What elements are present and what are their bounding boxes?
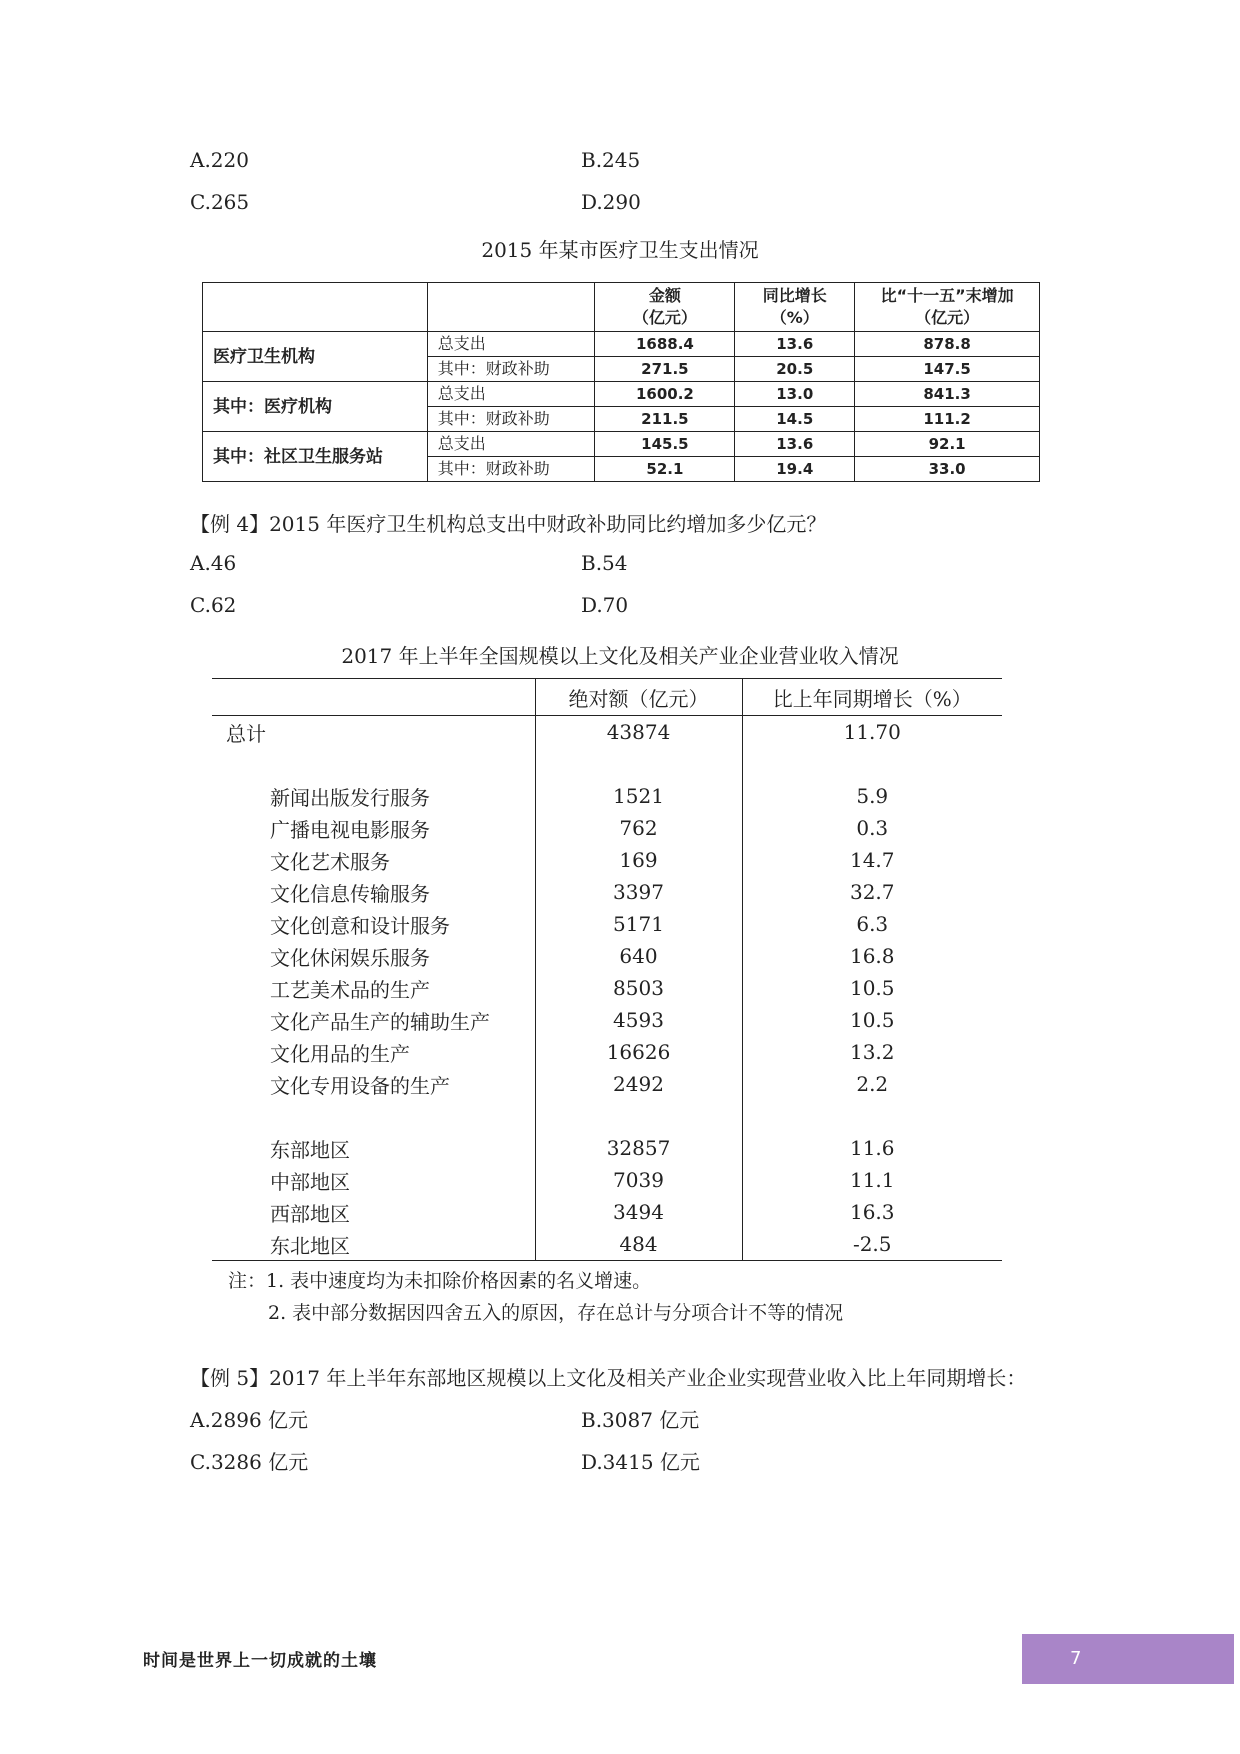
table1-category: 其中：医疗机构 bbox=[203, 382, 428, 432]
table-row bbox=[212, 1004, 1002, 1036]
table2-note-1: 注：1. 表中速度均为未扣除价格因素的名义增速。 bbox=[228, 1270, 652, 1292]
option-c[interactable]: C.265 bbox=[190, 190, 250, 214]
example5-options-row-2 bbox=[190, 1446, 1090, 1476]
table1-growth: 20.5 bbox=[735, 357, 855, 382]
table2-row-label: 西部地区 bbox=[270, 1201, 350, 1226]
option-b[interactable]: B.245 bbox=[581, 148, 641, 172]
table1-category: 其中：社区卫生服务站 bbox=[203, 432, 428, 482]
table2-header-growth: 比上年同期增长（%） bbox=[742, 679, 1002, 716]
table1-amount: 145.5 bbox=[595, 432, 735, 457]
table2-header-row bbox=[212, 679, 1002, 716]
table2-row-label: 东部地区 bbox=[270, 1137, 350, 1162]
example4-options-row-2 bbox=[190, 593, 1090, 623]
medical-expenditure-table bbox=[202, 282, 1040, 482]
table-row bbox=[212, 780, 1002, 812]
table1-caption: 2015 年某市医疗卫生支出情况 bbox=[481, 238, 759, 262]
table2-row-label: 文化产品生产的辅助生产 bbox=[270, 1009, 490, 1034]
table1-increase: 147.5 bbox=[855, 357, 1040, 382]
table1-increase: 33.0 bbox=[855, 457, 1040, 482]
table2-growth: 32.7 bbox=[742, 876, 1002, 908]
footer-motto: 时间是世界上一切成就的土壤 bbox=[143, 1651, 377, 1671]
table1-growth: 13.6 bbox=[735, 332, 855, 357]
option-d[interactable]: D.70 bbox=[581, 593, 629, 617]
table2-value: 4593 bbox=[535, 1004, 742, 1036]
table1-row-label: 总支出 bbox=[427, 432, 595, 457]
table1-increase: 878.8 bbox=[855, 332, 1040, 357]
option-a[interactable]: A.46 bbox=[190, 551, 237, 575]
table-row bbox=[212, 1228, 1002, 1261]
table2-growth: 16.8 bbox=[742, 940, 1002, 972]
table-row bbox=[212, 716, 1002, 749]
option-b[interactable]: B.54 bbox=[581, 551, 628, 575]
example4-question: 【例 4】2015 年医疗卫生机构总支出中财政补助同比约增加多少亿元？ bbox=[190, 512, 827, 536]
option-b[interactable]: B.3087 亿元 bbox=[581, 1408, 700, 1432]
table2-value: 8503 bbox=[535, 972, 742, 1004]
table2-row-label: 工艺美术品的生产 bbox=[270, 977, 430, 1002]
table2-row-label: 文化信息传输服务 bbox=[270, 881, 430, 906]
table-row bbox=[212, 940, 1002, 972]
option-c[interactable]: C.3286 亿元 bbox=[190, 1450, 309, 1474]
table1-increase: 92.1 bbox=[855, 432, 1040, 457]
table2-spacer-row bbox=[212, 1100, 1002, 1132]
page-number-box bbox=[1022, 1634, 1234, 1684]
table1-header-increase: 比“十一五”末增加 （亿元） bbox=[855, 283, 1040, 332]
table2-value: 2492 bbox=[535, 1068, 742, 1100]
table2-growth: 10.5 bbox=[742, 972, 1002, 1004]
table2-total-label: 总计 bbox=[226, 721, 266, 746]
table2-growth: 10.5 bbox=[742, 1004, 1002, 1036]
table1-row-label: 其中：财政补助 bbox=[427, 357, 595, 382]
option-d[interactable]: D.3415 亿元 bbox=[581, 1450, 700, 1474]
table2-value: 484 bbox=[535, 1228, 742, 1261]
table1-amount: 52.1 bbox=[595, 457, 735, 482]
table2-row-label: 文化用品的生产 bbox=[270, 1041, 410, 1066]
option-c[interactable]: C.62 bbox=[190, 593, 237, 617]
table-row bbox=[212, 1164, 1002, 1196]
table2-growth: 14.7 bbox=[742, 844, 1002, 876]
table1-amount: 1600.2 bbox=[595, 382, 735, 407]
option-a[interactable]: A.220 bbox=[190, 148, 249, 172]
table1-growth: 19.4 bbox=[735, 457, 855, 482]
example5-question: 【例 5】2017 年上半年东部地区规模以上文化及相关产业企业实现营业收入比上年同期增长： bbox=[190, 1366, 1027, 1390]
table1-amount: 1688.4 bbox=[595, 332, 735, 357]
table2-value: 5171 bbox=[535, 908, 742, 940]
table1-header-growth: 同比增长 （%） bbox=[735, 283, 855, 332]
table-row bbox=[212, 1196, 1002, 1228]
table2-value: 640 bbox=[535, 940, 742, 972]
table1-amount: 271.5 bbox=[595, 357, 735, 382]
table2-growth: 13.2 bbox=[742, 1036, 1002, 1068]
table1-growth: 14.5 bbox=[735, 407, 855, 432]
table1-header-amount: 金额 （亿元） bbox=[595, 283, 735, 332]
table2-growth: 6.3 bbox=[742, 908, 1002, 940]
example5-options-row-1 bbox=[190, 1404, 1090, 1434]
prev-options-row-2 bbox=[190, 190, 1090, 220]
table-row bbox=[212, 844, 1002, 876]
table-row bbox=[212, 876, 1002, 908]
table1-row-label: 总支出 bbox=[427, 382, 595, 407]
table1-growth: 13.0 bbox=[735, 382, 855, 407]
table2-row-label: 文化专用设备的生产 bbox=[270, 1073, 450, 1098]
table2-value: 16626 bbox=[535, 1036, 742, 1068]
table2-row-label: 新闻出版发行服务 bbox=[270, 785, 430, 810]
table2-growth: 2.2 bbox=[742, 1068, 1002, 1100]
table2-value: 169 bbox=[535, 844, 742, 876]
table2-growth: 11.6 bbox=[742, 1132, 1002, 1164]
table-row bbox=[212, 812, 1002, 844]
table2-growth: -2.5 bbox=[742, 1228, 1002, 1261]
table1-category: 医疗卫生机构 bbox=[203, 332, 428, 382]
table2-value: 3494 bbox=[535, 1196, 742, 1228]
table2-total-growth: 11.70 bbox=[742, 716, 1002, 749]
table-row bbox=[212, 972, 1002, 1004]
table2-growth: 5.9 bbox=[742, 780, 1002, 812]
table1-row-label: 其中：财政补助 bbox=[427, 407, 595, 432]
table2-note-2: 2. 表中部分数据因四舍五入的原因，存在总计与分项合计不等的情况 bbox=[268, 1302, 844, 1324]
table1-header-empty bbox=[203, 283, 428, 332]
table-row bbox=[203, 382, 1040, 407]
table1-header-empty bbox=[427, 283, 595, 332]
table1-row-label: 总支出 bbox=[427, 332, 595, 357]
table2-row-label: 文化休闲娱乐服务 bbox=[270, 945, 430, 970]
table2-header-value: 绝对额（亿元） bbox=[535, 679, 742, 716]
table2-total-value: 43874 bbox=[535, 716, 742, 749]
prev-options-row-1 bbox=[190, 148, 1090, 178]
table1-increase: 841.3 bbox=[855, 382, 1040, 407]
table2-growth: 16.3 bbox=[742, 1196, 1002, 1228]
table-row bbox=[203, 332, 1040, 357]
page-number: 7 bbox=[1070, 1648, 1082, 1669]
table2-row-label: 文化创意和设计服务 bbox=[270, 913, 450, 938]
table2-value: 762 bbox=[535, 812, 742, 844]
table1-row-label: 其中：财政补助 bbox=[427, 457, 595, 482]
example4-options-row-1 bbox=[190, 551, 1090, 581]
table-row bbox=[212, 1036, 1002, 1068]
table1-amount: 211.5 bbox=[595, 407, 735, 432]
table2-value: 7039 bbox=[535, 1164, 742, 1196]
table2-row-label: 中部地区 bbox=[270, 1169, 350, 1194]
table1-increase: 111.2 bbox=[855, 407, 1040, 432]
table2-value: 1521 bbox=[535, 780, 742, 812]
table2-caption: 2017 年上半年全国规模以上文化及相关产业企业营业收入情况 bbox=[341, 644, 899, 668]
table2-row-label: 文化艺术服务 bbox=[270, 849, 390, 874]
table-row bbox=[212, 1068, 1002, 1100]
option-d[interactable]: D.290 bbox=[581, 190, 641, 214]
table2-row-label: 广播电视电影服务 bbox=[270, 817, 430, 842]
table2-growth: 0.3 bbox=[742, 812, 1002, 844]
culture-industry-revenue-table bbox=[212, 678, 1002, 1261]
table-row bbox=[212, 1132, 1002, 1164]
table2-value: 32857 bbox=[535, 1132, 742, 1164]
table2-row-label: 东北地区 bbox=[212, 1228, 535, 1261]
option-a[interactable]: A.2896 亿元 bbox=[190, 1408, 309, 1432]
table-row bbox=[212, 908, 1002, 940]
table2-growth: 11.1 bbox=[742, 1164, 1002, 1196]
table1-header-row bbox=[203, 283, 1040, 332]
table2-spacer-row bbox=[212, 748, 1002, 780]
table1-growth: 13.6 bbox=[735, 432, 855, 457]
table2-header-empty bbox=[212, 679, 535, 716]
table2-value: 3397 bbox=[535, 876, 742, 908]
table-row bbox=[203, 432, 1040, 457]
